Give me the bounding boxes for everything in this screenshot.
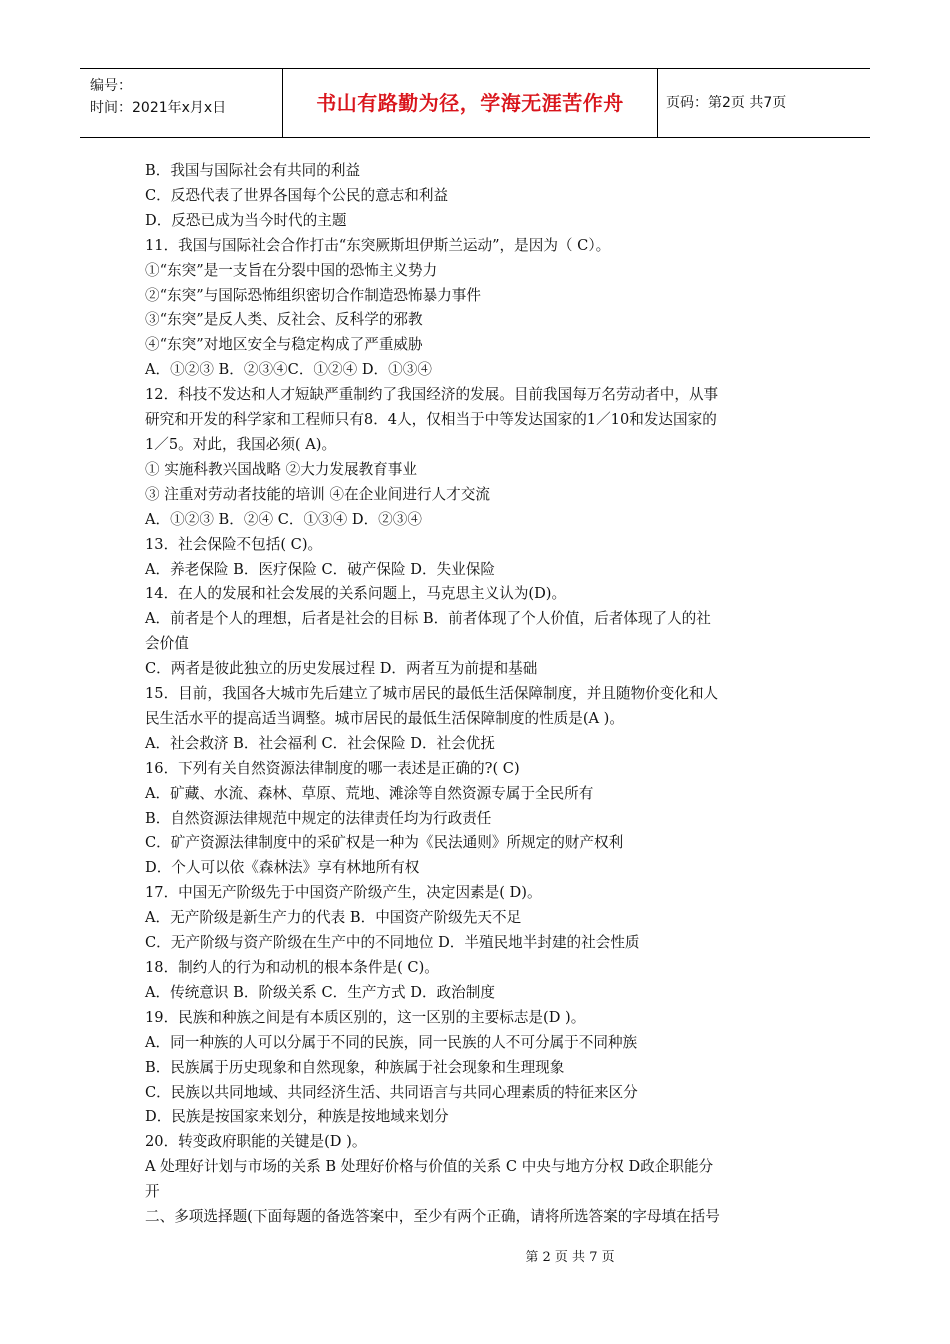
text-line: A．社会救济 B．社会福利 C．社会保险 D．社会优抚 [145,734,495,752]
text-line: 14．在人的发展和社会发展的关系问题上，马克思主义认为(D)。 [145,585,567,603]
text-line: 开 [145,1183,160,1201]
text-line: ④“东突”对地区安全与稳定构成了严重威胁 [145,336,423,354]
text-line: B．自然资源法律规范中规定的法律责任均为行政责任 [145,809,492,827]
text-line: D．反恐已成为当今时代的主题 [145,211,347,229]
text-line: 1／5。对此，我国必须( A)。 [145,435,337,453]
document-date-label: 时间：2021年x月x日 [90,100,227,116]
text-line: 19．民族和种族之间是有本质区别的，这一区别的主要标志是(D )。 [145,1008,586,1026]
text-line: B．民族属于历史现象和自然现象，种族属于社会现象和生理现象 [145,1058,565,1076]
text-line: C．反恐代表了世界各国每个公民的意志和利益 [145,186,449,204]
text-line: ②“东突”与国际恐怖组织密切合作制造恐怖暴力事件 [145,286,481,304]
text-line: D．个人可以依《森林法》享有林地所有权 [145,859,420,877]
header-motto-cell [283,69,658,137]
text-line: A．矿藏、水流、森林、草原、荒地、滩涂等自然资源专属于全民所有 [145,784,594,802]
text-line: 12．科技不发达和人才短缺严重制约了我国经济的发展。目前我国每万名劳动者中，从事 [145,386,719,404]
text-line: C．两者是彼此独立的历史发展过程 D．两者互为前提和基础 [145,660,538,678]
text-line: A．无产阶级是新生产力的代表 B．中国资产阶级先天不足 [145,909,522,927]
text-line: C．无产阶级与资产阶级在生产中的不同地位 D．半殖民地半封建的社会性质 [145,934,640,952]
text-line: 13．社会保险不包括( C)。 [145,535,323,553]
text-line: 20．转变政府职能的关键是(D )。 [145,1133,367,1151]
text-line: 17．中国无产阶级先于中国资产阶级产生，决定因素是( D)。 [145,884,542,902]
text-line: 二、多项选择题(下面每题的备选答案中，至少有两个正确，请将所选答案的字母填在括号 [145,1208,720,1226]
text-line: ① 实施科教兴国战略 ②大力发展教育事业 [145,460,417,478]
text-line: 会价值 [145,635,189,653]
document-body [145,159,810,1230]
text-line: 15．目前，我国各大城市先后建立了城市居民的最低生活保障制度，并且随物价变化和人 [145,685,719,703]
header-motto: 书山有路勤为径，学海无涯苦作舟 [316,91,624,115]
text-line: C．矿产资源法律制度中的采矿权是一种为《民法通则》所规定的财产权利 [145,834,624,852]
header-page-number: 页码：第2页 共7页 [666,95,787,111]
document-number-label: 编号： [90,78,132,94]
text-line: ③ 注重对劳动者技能的培训 ④在企业间进行人才交流 [145,485,490,503]
header-info-cell [80,69,283,137]
text-line: 16．下列有关自然资源法律制度的哪一表述是正确的?( C) [145,759,520,777]
text-line: B．我国与国际社会有共同的利益 [145,162,361,179]
text-line: ①“东突”是一支旨在分裂中国的恐怖主义势力 [145,261,438,279]
text-line: 18．制约人的行为和动机的根本条件是( C)。 [145,959,439,976]
header-page-cell [658,69,870,137]
text-line: A 处理好计划与市场的关系 B 处理好价格与价值的关系 C 中央与地方分权 D政企职能分 [145,1158,714,1176]
text-line: A．传统意识 B．阶级关系 C．生产方式 D．政治制度 [145,983,495,1001]
text-line: A．养老保险 B．医疗保险 C．破产保险 D．失业保险 [145,560,495,578]
text-line: D．民族是按国家来划分，种族是按地域来划分 [145,1108,449,1126]
text-line: ③“东突”是反人类、反社会、反科学的邪教 [145,311,423,329]
page-header [80,68,870,138]
text-line: 研究和开发的科学家和工程师只有8．4人，仅相当于中等发达国家的1／10和发达国家的 [145,411,717,429]
page-footer: 第 2 页 共 7 页 [525,1250,615,1265]
text-line: C．民族以共同地域、共同经济生活、共同语言与共同心理素质的特征来区分 [145,1083,638,1101]
text-line: A．同一种族的人可以分属于不同的民族，同一民族的人不可分属于不同种族 [145,1033,638,1051]
text-line: A．①②③ B．②③④C．①②④ D．①③④ [145,361,432,379]
text-line: 民生活水平的提高适当调整。城市居民的最低生活保障制度的性质是(A )。 [145,709,624,727]
text-line: A．①②③ B．②④ C．①③④ D．②③④ [145,510,422,528]
text-line: 11．我国与国际社会合作打击“东突厥斯坦伊斯兰运动”，是因为（ C）。 [145,236,611,254]
text-line: A．前者是个人的理想，后者是社会的目标 B．前者体现了个人价值，后者体现了人的社 [145,610,711,628]
